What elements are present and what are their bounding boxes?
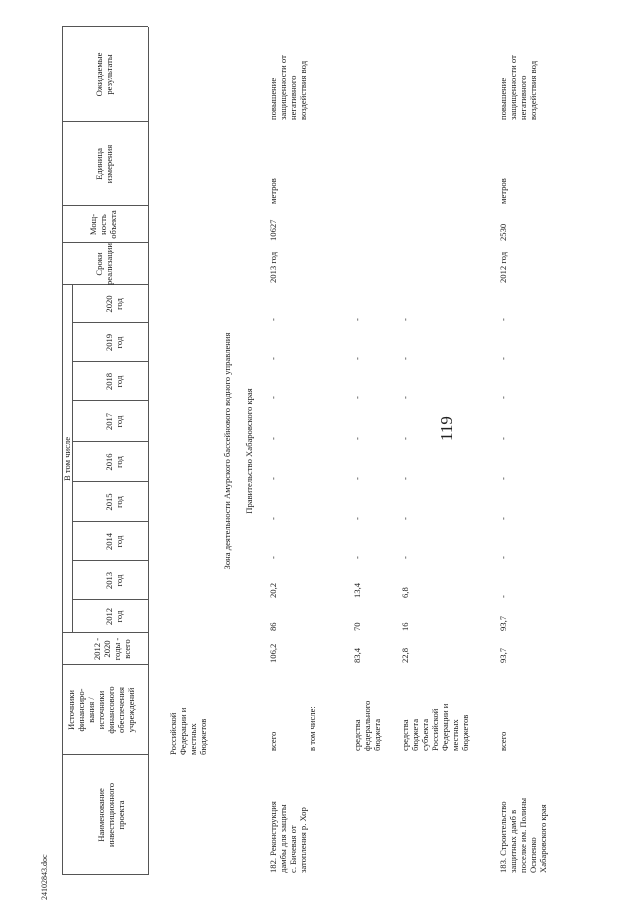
header-term-line: Сроки bbox=[94, 252, 104, 276]
table-row-3-source-line: средства bbox=[400, 719, 410, 751]
table-row-4-capacity bbox=[498, 206, 508, 241]
table-row-3-source-line: бюджетов bbox=[460, 714, 470, 751]
table-row-4-unit bbox=[498, 124, 508, 204]
table-row-0-year-2018 bbox=[268, 362, 278, 399]
table-row-2-year-2014 bbox=[352, 522, 362, 559]
table-row-4-year-2019 bbox=[498, 323, 508, 360]
table-row-4-year-2016-line: - bbox=[498, 477, 508, 480]
table-row-3-year-2016 bbox=[400, 442, 410, 480]
table-row-0-year-2014-line: - bbox=[268, 556, 278, 559]
table-row-0-total-line: 106,2 bbox=[268, 643, 278, 663]
table-row-3-year-2012-line: 16 bbox=[400, 622, 410, 631]
header-year-2016-line: год bbox=[114, 456, 124, 468]
table-row-2-year-2018 bbox=[352, 362, 362, 399]
table-row-2-year-2012-line: 70 bbox=[352, 622, 362, 631]
header-capacity-line: объекта bbox=[108, 210, 118, 239]
document-footer: 24102843.doc bbox=[40, 854, 49, 900]
table-row-4-year-2019-line: - bbox=[498, 357, 508, 360]
header-including bbox=[62, 285, 72, 633]
header-results-line: результаты bbox=[104, 54, 114, 95]
header-results-line: Ожидаемые bbox=[94, 52, 104, 97]
header-year-2020-line: 2020 bbox=[104, 295, 114, 313]
table-row-0-name-line: затопления р. Хор bbox=[298, 807, 308, 873]
header-sources-line: Источники bbox=[66, 689, 76, 731]
header-results bbox=[94, 27, 114, 122]
table-row-3-year-2020-line: - bbox=[400, 318, 410, 321]
table-row-0-year-2015-line: - bbox=[268, 517, 278, 520]
table-row-3-total bbox=[400, 633, 410, 663]
table-row-4-term-line: 2012 год bbox=[498, 251, 508, 283]
table-row-3-year-2012 bbox=[400, 600, 410, 631]
table-row-4-result-line: защищенности от bbox=[508, 55, 518, 120]
table-row-0-year-2013 bbox=[268, 561, 278, 598]
table-row-4-total bbox=[498, 633, 508, 663]
table-row-0-year-2019 bbox=[268, 323, 278, 360]
table-row-2-year-2016-line: - bbox=[352, 477, 362, 480]
table-row-4-result-line: негативного bbox=[518, 75, 528, 120]
header-sources bbox=[66, 665, 136, 755]
table-row-3-year-2014-line: - bbox=[400, 556, 410, 559]
header-bottom-line bbox=[148, 27, 149, 875]
header-year-2012-line: год bbox=[114, 610, 124, 623]
header-year-2013-line: 2013 bbox=[104, 571, 114, 590]
header-year-2018 bbox=[104, 362, 124, 401]
table-row-4-name-line: Осипенко bbox=[528, 837, 538, 873]
table-row-2-year-2019 bbox=[352, 323, 362, 360]
table-row-3-source-line: Российской bbox=[430, 708, 440, 751]
table-row-0-year-2013-line: 20,2 bbox=[268, 582, 278, 598]
header-name-line: Наименование bbox=[96, 788, 106, 842]
table-row-4-year-2015 bbox=[498, 482, 508, 520]
table-row-3-year-2020 bbox=[400, 285, 410, 321]
table-row-3-year-2017 bbox=[400, 401, 410, 440]
table-row-4-year-2020-line: - bbox=[498, 318, 508, 321]
table-row-2-year-2016 bbox=[352, 442, 362, 480]
table-row-3-year-2013 bbox=[400, 561, 410, 598]
table-row-0-capacity-line: 10627 bbox=[268, 219, 278, 241]
header-year-2018-line: 2018 bbox=[104, 372, 114, 391]
header-year-2016 bbox=[104, 442, 124, 482]
table-row-2-source-line: бюджета bbox=[372, 718, 382, 751]
header-capacity bbox=[88, 206, 118, 243]
page-number: 119 bbox=[437, 416, 456, 441]
table-row-3-year-2014 bbox=[400, 522, 410, 559]
header-year-2019 bbox=[104, 323, 124, 362]
table-row-2-year-2015 bbox=[352, 482, 362, 520]
table-row-4-year-2014-line: - bbox=[498, 556, 508, 559]
table-row-2-source-line: средства bbox=[352, 719, 362, 751]
top-note-line: Российской bbox=[168, 712, 178, 755]
including-underline bbox=[72, 285, 73, 633]
header-sources-line: вания / bbox=[86, 697, 96, 723]
table-row-0-year-2012 bbox=[268, 600, 278, 631]
table-row-4-year-2020 bbox=[498, 285, 508, 321]
table-row-4-year-2017-line: - bbox=[498, 437, 508, 440]
table-row-3-year-2016-line: - bbox=[400, 477, 410, 480]
table-row-0-year-2017 bbox=[268, 401, 278, 440]
table-row-0-year-2020-line: - bbox=[268, 318, 278, 321]
header-year-2014-line: 2014 bbox=[104, 532, 114, 551]
table-row-3-total-line: 22,8 bbox=[400, 647, 410, 663]
table-row-2-year-2017-line: - bbox=[352, 437, 362, 440]
table-row-0-year-2016-line: - bbox=[268, 477, 278, 480]
header-sources-line: источники bbox=[96, 690, 106, 730]
table-row-4-result-line: воздействия вод bbox=[528, 60, 538, 120]
table-row-2-source-line: федерального bbox=[362, 700, 372, 751]
table-row-0-year-2020 bbox=[268, 285, 278, 321]
table-row-0-name-line: дамбы для защиты bbox=[278, 804, 288, 873]
top-note bbox=[168, 665, 208, 755]
table-row-4-term bbox=[498, 243, 508, 283]
table-row-2-source bbox=[352, 665, 382, 751]
header-term bbox=[94, 243, 114, 285]
table-row-2-year-2014-line: - bbox=[352, 556, 362, 559]
table-row-3-source-line: бюджета bbox=[410, 718, 420, 751]
header-year-2015-line: 2015 bbox=[104, 493, 114, 511]
table-row-0-year-2015 bbox=[268, 482, 278, 520]
table-row-4-year-2014 bbox=[498, 522, 508, 559]
table-row-3-year-2017-line: - bbox=[400, 437, 410, 440]
table-row-4-year-2013-line: - bbox=[498, 595, 508, 598]
table-row-0-unit bbox=[268, 124, 278, 204]
table-row-4-capacity-line: 2530 bbox=[498, 223, 508, 241]
table-row-2-total bbox=[352, 633, 362, 663]
header-year-2019-line: 2019 bbox=[104, 333, 114, 352]
header-total-line: всего bbox=[122, 639, 132, 659]
table-row-0-source-line: всего bbox=[268, 731, 278, 751]
table-row-4-year-2013 bbox=[498, 561, 508, 598]
table-row-4-name-line: 183. Строительство bbox=[498, 801, 508, 873]
header-name-line: инвестиционного bbox=[106, 783, 116, 847]
header-sources-line: учреждений bbox=[126, 687, 136, 733]
table-row-0-name bbox=[268, 753, 308, 873]
table-row-4-year-2012-line: 93,7 bbox=[498, 615, 508, 631]
table-row-2-year-2013-line: 13,4 bbox=[352, 582, 362, 598]
table-row-0-total bbox=[268, 633, 278, 663]
header-year-2018-line: год bbox=[114, 375, 124, 388]
gov-title-line: Правительство Хабаровского края bbox=[244, 388, 254, 514]
gov-title bbox=[244, 27, 254, 875]
table-row-0-result-line: воздействия вод bbox=[298, 60, 308, 120]
table-row-2-year-2020-line: - bbox=[352, 318, 362, 321]
header-total-line: 2012 - bbox=[92, 637, 102, 661]
table-row-2-year-2020 bbox=[352, 285, 362, 321]
zone-title-line: Зона деятельности Амурского бассейнового водного управления bbox=[222, 332, 232, 570]
table-row-4-year-2017 bbox=[498, 401, 508, 440]
table-row-0-name-line: с. Бичевая от bbox=[288, 825, 298, 873]
header-total bbox=[92, 633, 132, 665]
header-sources-line: финансиро- bbox=[76, 688, 86, 732]
header-year-2020-line: год bbox=[114, 298, 124, 310]
header-capacity-line: Мощ- bbox=[88, 213, 98, 236]
table-row-0-unit-line: метров bbox=[268, 178, 278, 204]
header-sources-line: финансового bbox=[106, 686, 116, 734]
table-row-3-year-2015 bbox=[400, 482, 410, 520]
header-year-2013-line: год bbox=[114, 574, 124, 587]
table-row-0-term-line: 2013 год bbox=[268, 251, 278, 283]
header-year-2012 bbox=[104, 600, 124, 633]
header-year-2014 bbox=[104, 522, 124, 561]
table-row-4-year-2018-line: - bbox=[498, 396, 508, 399]
table-row-4-result-line: повышение bbox=[498, 77, 508, 120]
top-note-line: бюджетов bbox=[198, 718, 208, 755]
table-row-0-year-2014 bbox=[268, 522, 278, 559]
table-row-4-name bbox=[498, 753, 548, 873]
header-year-2016-line: 2016 bbox=[104, 453, 114, 471]
header-year-2015 bbox=[104, 482, 124, 522]
table-row-0-name-line: 182. Реконструкция bbox=[268, 801, 278, 873]
table-row-3-source-line: местных bbox=[450, 719, 460, 751]
table-row-1-source bbox=[307, 665, 317, 751]
table-row-0-source bbox=[268, 665, 278, 751]
table-row-0-year-2018-line: - bbox=[268, 396, 278, 399]
table-row-3-source bbox=[400, 665, 470, 751]
header-year-2017-line: год bbox=[114, 415, 124, 428]
header-name bbox=[96, 755, 126, 875]
table-row-4-source bbox=[498, 665, 508, 751]
table-row-2-year-2018-line: - bbox=[352, 396, 362, 399]
top-note-line: местных bbox=[188, 723, 198, 755]
table-row-4-unit-line: метров bbox=[498, 178, 508, 204]
header-including-line: В том числе bbox=[62, 436, 72, 482]
table-row-3-source-line: субъекта bbox=[420, 718, 430, 751]
table-row-4-name-line: поселке им. Полины bbox=[518, 797, 528, 873]
header-year-2015-line: год bbox=[114, 496, 124, 508]
table-row-2-year-2013 bbox=[352, 561, 362, 598]
table-row-4-name-line: защитных дамб в bbox=[508, 809, 518, 873]
table-row-3-source-line: Федерации и bbox=[440, 703, 450, 751]
header-year-2012-line: 2012 bbox=[104, 607, 114, 626]
table-row-0-year-2019-line: - bbox=[268, 357, 278, 360]
table-row-0-result bbox=[268, 28, 308, 120]
table-row-4-year-2012 bbox=[498, 600, 508, 631]
header-total-line: годы - bbox=[112, 637, 122, 661]
table-row-3-year-2018-line: - bbox=[400, 396, 410, 399]
header-unit bbox=[94, 122, 114, 206]
table-row-3-year-2019 bbox=[400, 323, 410, 360]
table-row-0-result-line: защищенности от bbox=[278, 55, 288, 120]
header-year-2019-line: год bbox=[114, 336, 124, 349]
table-row-3-year-2019-line: - bbox=[400, 357, 410, 360]
header-name-line: проекта bbox=[116, 800, 126, 830]
table-row-3-year-2013-line: 6,8 bbox=[400, 587, 410, 598]
header-sources-line: обеспечения bbox=[116, 687, 126, 733]
header-year-2020 bbox=[104, 285, 124, 323]
table-row-2-year-2012 bbox=[352, 600, 362, 631]
table-row-4-year-2018 bbox=[498, 362, 508, 399]
header-year-2013 bbox=[104, 561, 124, 600]
table-row-0-result-line: повышение bbox=[268, 77, 278, 120]
header-term-line: реализации bbox=[104, 243, 114, 285]
header-capacity-line: ность bbox=[98, 214, 108, 235]
table-row-4-year-2016 bbox=[498, 442, 508, 480]
table-row-0-term bbox=[268, 243, 278, 283]
zone-title bbox=[222, 27, 232, 875]
table-row-4-name-line: Хабаровского края bbox=[538, 804, 548, 873]
header-year-2017 bbox=[104, 401, 124, 442]
table-row-2-total-line: 83,4 bbox=[352, 647, 362, 663]
header-year-2014-line: год bbox=[114, 535, 124, 548]
table-row-0-result-line: негативного bbox=[288, 75, 298, 120]
table-row-0-year-2012-line: 86 bbox=[268, 622, 278, 631]
table-row-2-year-2015-line: - bbox=[352, 517, 362, 520]
header-unit-line: измерения bbox=[104, 144, 114, 184]
table-row-2-year-2017 bbox=[352, 401, 362, 440]
table-row-4-result bbox=[498, 28, 538, 120]
table-row-4-source-line: всего bbox=[498, 731, 508, 751]
table-row-1-source-line: в том числе: bbox=[307, 706, 317, 751]
header-year-2017-line: 2017 bbox=[104, 412, 114, 431]
table-row-0-year-2016 bbox=[268, 442, 278, 480]
table-row-2-year-2019-line: - bbox=[352, 357, 362, 360]
table-row-3-year-2018 bbox=[400, 362, 410, 399]
table-row-0-capacity bbox=[268, 206, 278, 241]
table-row-4-total-line: 93,7 bbox=[498, 647, 508, 663]
table-row-4-year-2015-line: - bbox=[498, 517, 508, 520]
top-note-line: Федерации и bbox=[178, 707, 188, 755]
header-total-line: 2020 bbox=[102, 640, 112, 658]
header-unit-line: Единица bbox=[94, 148, 104, 180]
table-row-0-year-2017-line: - bbox=[268, 437, 278, 440]
table-row-3-year-2015-line: - bbox=[400, 517, 410, 520]
